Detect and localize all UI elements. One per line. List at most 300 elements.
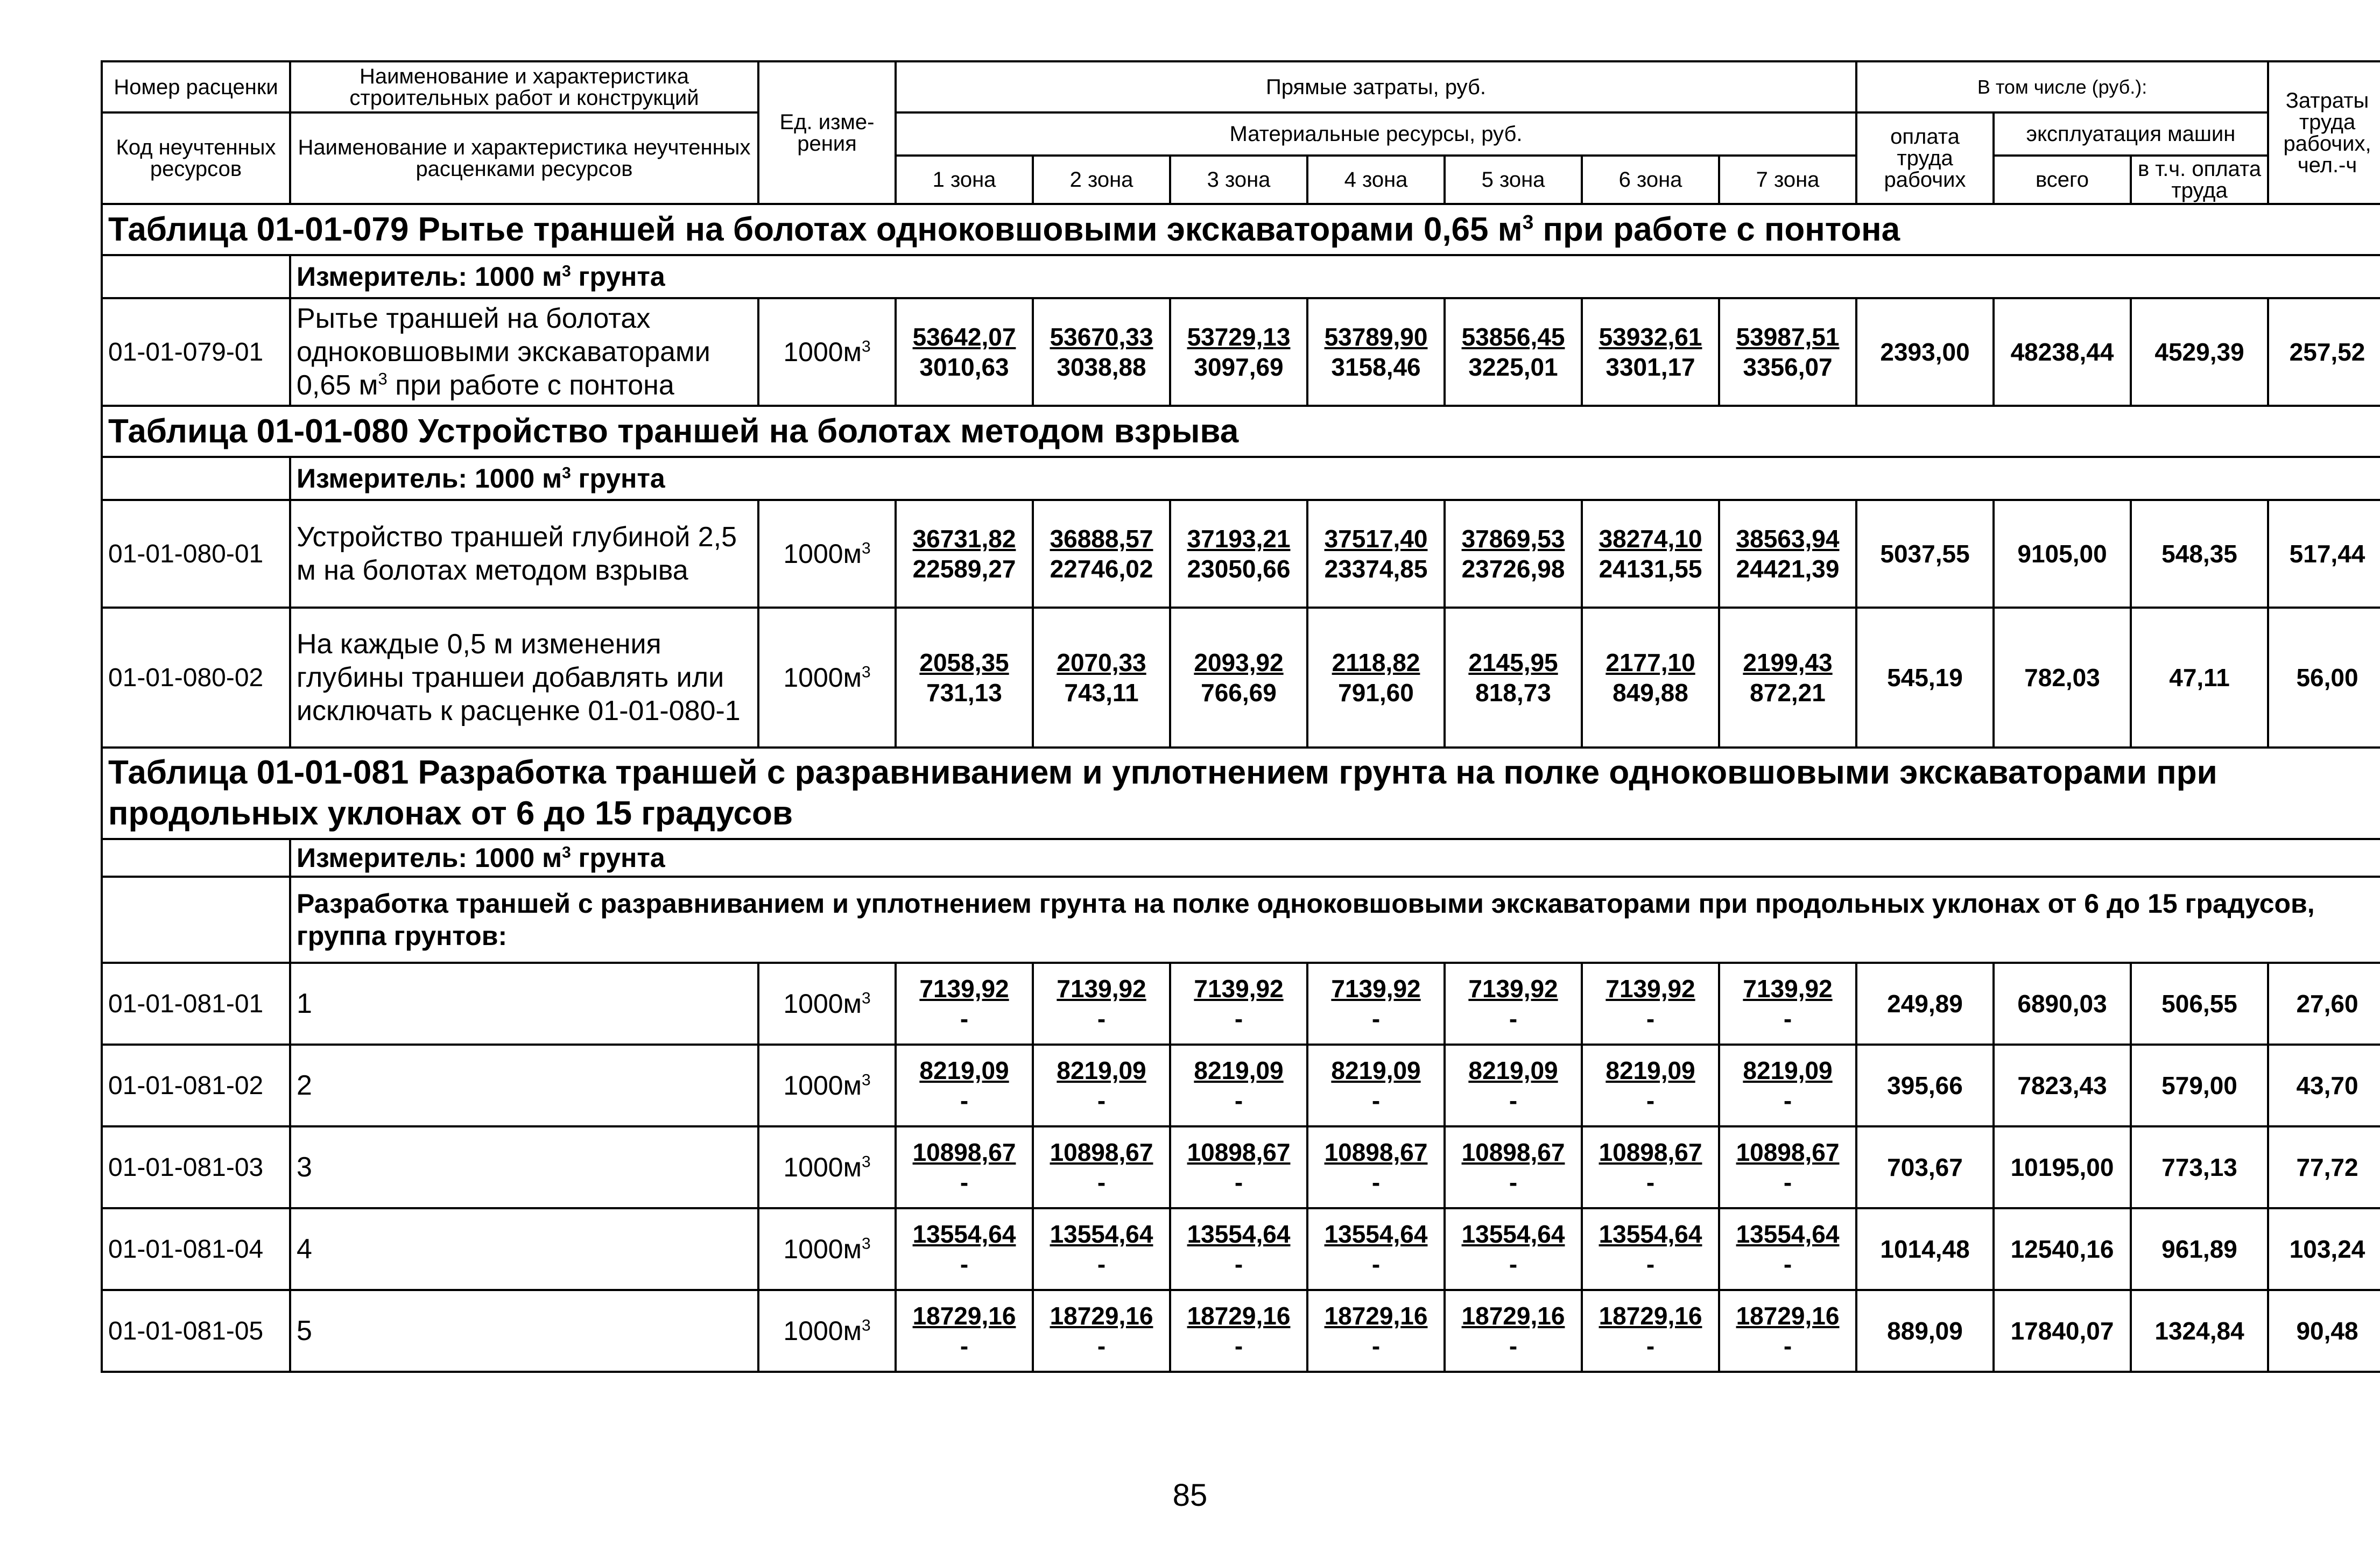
labor-pay: 1014,48: [1856, 1208, 1994, 1290]
zone-material: -: [1509, 1332, 1518, 1360]
header-zone: 7 зона: [1719, 156, 1856, 204]
labor-pay: 395,66: [1856, 1045, 1994, 1126]
item-name-cell: [290, 963, 758, 1045]
zone-cell: [1445, 963, 1582, 1045]
header-material-resources: Материальные ресурсы, руб.: [896, 112, 1856, 156]
zone-material: 766,69: [1201, 679, 1277, 707]
zone-total: 2145,95: [1468, 648, 1558, 676]
zone-cell: [1719, 963, 1856, 1045]
unit-text: 1000м: [783, 1316, 862, 1346]
zone-cell: [1307, 1208, 1445, 1290]
table-row: [102, 1045, 2380, 1126]
item-code: 01-01-081-05: [102, 1290, 290, 1372]
item-name-cell: [290, 500, 758, 608]
zone-total: 13554,64: [1736, 1220, 1840, 1248]
item-name-cell: [290, 1126, 758, 1208]
zone-material: 22589,27: [912, 555, 1016, 583]
zone-total: 18729,16: [1324, 1302, 1428, 1330]
header-zone: 1 зона: [896, 156, 1033, 204]
zone-material: -: [1371, 1332, 1381, 1360]
zone-cell: [1307, 1126, 1445, 1208]
machine-total: 7823,43: [1994, 1045, 2131, 1126]
zone-total: 53789,90: [1324, 323, 1428, 351]
item-code: 01-01-080-02: [102, 608, 290, 748]
item-unit: [758, 963, 896, 1045]
section-title-text: Таблица 01-01-081 Разработка траншей с разравниванием и уплотнением грунта на полке одноковшовыми экскаваторами при продольных уклонах от 6 до 15 градусов: [108, 754, 2217, 832]
zone-cell: [1307, 608, 1445, 748]
machine-total: 48238,44: [1994, 298, 2131, 406]
description-blank: [102, 877, 290, 963]
zone-total: 10898,67: [1324, 1138, 1428, 1166]
zone-material: -: [1234, 1005, 1243, 1033]
machine-labor: 548,35: [2131, 500, 2268, 608]
zone-cell: [1170, 1126, 1307, 1208]
zone-total: 37193,21: [1187, 525, 1291, 553]
zone-cell: [1582, 1126, 1719, 1208]
zone-total: 53642,07: [912, 323, 1016, 351]
item-name: На каждые 0,5 м изменения глубины траншеи добавлять или исключать к расценке 01-01-080-1: [297, 629, 741, 727]
labor-hours: 77,72: [2268, 1126, 2380, 1208]
zone-total: 2177,10: [1606, 648, 1695, 676]
zone-material: -: [1646, 1168, 1655, 1196]
header-machine-op: эксплуатация машин: [1994, 112, 2268, 156]
header-name-bottom: Наименование и характеристика неучтенных расценками ресурсов: [290, 112, 758, 204]
unit-text: 1000м: [783, 337, 862, 367]
zone-total: 13554,64: [1324, 1220, 1428, 1248]
price-table: [101, 60, 2380, 1373]
measure-text: Измеритель: 1000 м: [297, 463, 562, 494]
zone-total: 7139,92: [1194, 975, 1284, 1003]
item-unit: [758, 500, 896, 608]
zone-material: -: [1646, 1087, 1655, 1115]
page-number: 85: [1172, 1478, 1208, 1513]
section-title-tail: при работе с понтона: [1533, 210, 1900, 248]
item-name-cell: [290, 298, 758, 406]
zone-material: -: [1783, 1005, 1792, 1033]
zone-total: 38274,10: [1599, 525, 1702, 553]
zone-cell: [1170, 1208, 1307, 1290]
zone-material: 24131,55: [1599, 555, 1702, 583]
zone-material: -: [1371, 1168, 1381, 1196]
zone-material: -: [1371, 1087, 1381, 1115]
labor-hours: 517,44: [2268, 500, 2380, 608]
zone-material: 3097,69: [1194, 353, 1284, 381]
labor-pay: 545,19: [1856, 608, 1994, 748]
zone-total: 7139,92: [1468, 975, 1558, 1003]
zone-cell: [1582, 298, 1719, 406]
machine-labor: 579,00: [2131, 1045, 2268, 1126]
zone-material: -: [1509, 1087, 1518, 1115]
zone-cell: [1170, 1045, 1307, 1126]
zone-total: 53932,61: [1599, 323, 1702, 351]
zone-material: -: [960, 1168, 969, 1196]
zone-material: 23726,98: [1461, 555, 1565, 583]
zone-cell: [1582, 1208, 1719, 1290]
table-row: [102, 1290, 2380, 1372]
zone-material: -: [1234, 1168, 1243, 1196]
zone-cell: [1170, 608, 1307, 748]
zone-material: -: [1783, 1168, 1792, 1196]
labor-hours: 90,48: [2268, 1290, 2380, 1372]
superscript: 3: [378, 369, 388, 389]
zone-cell: [1445, 298, 1582, 406]
section-title-text: Таблица 01-01-079 Рытье траншей на болотах одноковшовыми экскаваторами 0,65 м: [108, 210, 1523, 248]
zone-total: 53670,33: [1050, 323, 1153, 351]
zone-material: -: [1509, 1250, 1518, 1278]
labor-pay: 703,67: [1856, 1126, 1994, 1208]
zone-cell: [1307, 963, 1445, 1045]
zone-total: 8219,09: [1194, 1056, 1284, 1084]
item-code: 01-01-080-01: [102, 500, 290, 608]
zone-total: 38563,94: [1736, 525, 1840, 553]
zone-total: 8219,09: [1331, 1056, 1421, 1084]
zone-material: -: [1371, 1005, 1381, 1033]
zone-cell: [1033, 1208, 1170, 1290]
header-machine-total: всего: [1994, 156, 2131, 204]
table-row: [102, 1208, 2380, 1290]
zone-total: 7139,92: [1331, 975, 1421, 1003]
zone-cell: [1170, 298, 1307, 406]
machine-total: 10195,00: [1994, 1126, 2131, 1208]
zone-material: -: [1234, 1087, 1243, 1115]
measure-text: Измеритель: 1000 м: [297, 262, 562, 292]
zone-cell: [1170, 963, 1307, 1045]
zone-cell: [896, 500, 1033, 608]
superscript: 3: [861, 1153, 871, 1171]
zone-material: -: [1097, 1087, 1106, 1115]
zone-total: 13554,64: [1461, 1220, 1565, 1248]
zone-total: 13554,64: [1050, 1220, 1153, 1248]
labor-hours: 103,24: [2268, 1208, 2380, 1290]
zone-material: -: [1234, 1250, 1243, 1278]
header-code-top: Номер расценки: [102, 61, 290, 112]
zone-cell: [1719, 1126, 1856, 1208]
zone-material: 849,88: [1613, 679, 1688, 707]
zone-cell: [1719, 1290, 1856, 1372]
item-unit: [758, 608, 896, 748]
unit-text: 1000м: [783, 989, 862, 1019]
zone-cell: [896, 963, 1033, 1045]
measure-tail: грунта: [571, 262, 665, 292]
machine-labor: 506,55: [2131, 963, 2268, 1045]
zone-total: 2199,43: [1743, 648, 1833, 676]
item-name: Устройство траншей глубиной 2,5 м на болотах методом взрыва: [297, 521, 737, 586]
zone-cell: [1307, 500, 1445, 608]
zone-total: 37517,40: [1324, 525, 1428, 553]
zone-total: 7139,92: [1743, 975, 1833, 1003]
zone-material: 872,21: [1750, 679, 1826, 707]
zone-material: -: [960, 1087, 969, 1115]
zone-total: 53729,13: [1187, 323, 1291, 351]
measure-blank: [102, 839, 290, 877]
zone-material: -: [1646, 1332, 1655, 1360]
machine-total: 9105,00: [1994, 500, 2131, 608]
superscript: 3: [562, 843, 571, 862]
section-title: [102, 406, 2380, 457]
zone-cell: [1033, 608, 1170, 748]
superscript: 3: [861, 337, 871, 356]
zone-cell: [896, 608, 1033, 748]
superscript: 3: [861, 539, 871, 558]
header-zone: 4 зона: [1307, 156, 1445, 204]
zone-cell: [1033, 963, 1170, 1045]
superscript: 3: [861, 663, 871, 681]
section-title: [102, 748, 2380, 839]
zone-total: 7139,92: [919, 975, 1009, 1003]
item-unit: [758, 1290, 896, 1372]
zone-material: 3356,07: [1743, 353, 1833, 381]
measure-tail: грунта: [571, 843, 665, 873]
zone-material: -: [1371, 1250, 1381, 1278]
header-zone: 6 зона: [1582, 156, 1719, 204]
zone-material: -: [1783, 1332, 1792, 1360]
measure-row: [290, 255, 2380, 298]
zone-material: -: [1509, 1168, 1518, 1196]
zone-total: 18729,16: [1599, 1302, 1702, 1330]
zone-total: 7139,92: [1606, 975, 1695, 1003]
zone-cell: [1170, 500, 1307, 608]
item-name: 2: [297, 1070, 312, 1101]
zone-cell: [1719, 608, 1856, 748]
item-name: Рытье траншей на болотах одноковшовыми экскаваторами 0,65 м: [297, 303, 710, 401]
zone-total: 18729,16: [912, 1302, 1016, 1330]
item-name: 3: [297, 1152, 312, 1183]
machine-total: 782,03: [1994, 608, 2131, 748]
zone-material: 23050,66: [1187, 555, 1291, 583]
zone-total: 10898,67: [912, 1138, 1016, 1166]
item-name-cell: [290, 608, 758, 748]
measure-row: [290, 457, 2380, 500]
zone-cell: [1582, 963, 1719, 1045]
zone-cell: [1033, 1126, 1170, 1208]
measure-tail: грунта: [571, 463, 665, 494]
zone-total: 53987,51: [1736, 323, 1840, 351]
table-row: [102, 963, 2380, 1045]
zone-cell: [1033, 1290, 1170, 1372]
item-code: 01-01-081-02: [102, 1045, 290, 1126]
machine-labor: 47,11: [2131, 608, 2268, 748]
zone-cell: [896, 1290, 1033, 1372]
zone-material: -: [960, 1250, 969, 1278]
zone-material: 818,73: [1475, 679, 1551, 707]
zone-material: 24421,39: [1736, 555, 1840, 583]
zone-cell: [896, 298, 1033, 406]
superscript: 3: [1522, 210, 1534, 233]
zone-material: -: [1783, 1250, 1792, 1278]
zone-cell: [1307, 1045, 1445, 1126]
labor-pay: 5037,55: [1856, 500, 1994, 608]
machine-labor: 773,13: [2131, 1126, 2268, 1208]
zone-material: 3038,88: [1057, 353, 1146, 381]
measure-row: [290, 839, 2380, 877]
group-description: Разработка траншей с разравниванием и уплотнением грунта на полке одноковшовыми экскаваторами при продольных уклонах от 6 до 15 градусов, группа грунтов:: [290, 877, 2380, 963]
zone-cell: [1033, 500, 1170, 608]
item-name-cell: [290, 1045, 758, 1126]
zone-total: 8219,09: [1057, 1056, 1146, 1084]
zone-cell: [1582, 1290, 1719, 1372]
zone-total: 36731,82: [912, 525, 1016, 553]
zone-material: -: [1783, 1087, 1792, 1115]
zone-material: -: [960, 1332, 969, 1360]
zone-total: 18729,16: [1736, 1302, 1840, 1330]
unit-text: 1000м: [783, 539, 862, 569]
item-name: 4: [297, 1233, 312, 1265]
unit-text: 1000м: [783, 662, 862, 693]
unit-text: 1000м: [783, 1234, 862, 1264]
superscript: 3: [562, 464, 571, 482]
zone-total: 7139,92: [1057, 975, 1146, 1003]
zone-cell: [1719, 500, 1856, 608]
labor-pay: 889,09: [1856, 1290, 1994, 1372]
zone-cell: [1033, 1045, 1170, 1126]
table-row: [102, 500, 2380, 608]
measure-blank: [102, 457, 290, 500]
table-row: [102, 1126, 2380, 1208]
item-unit: [758, 298, 896, 406]
labor-hours: 56,00: [2268, 608, 2380, 748]
zone-total: 8219,09: [1468, 1056, 1558, 1084]
zone-total: 2118,82: [1332, 648, 1420, 676]
zone-material: -: [1097, 1168, 1106, 1196]
machine-total: 6890,03: [1994, 963, 2131, 1045]
zone-total: 8219,09: [1743, 1056, 1833, 1084]
superscript: 3: [562, 262, 571, 280]
measure-text: Измеритель: 1000 м: [297, 843, 562, 873]
zone-total: 8219,09: [1606, 1056, 1695, 1084]
item-unit: [758, 1126, 896, 1208]
zone-total: 13554,64: [1599, 1220, 1702, 1248]
header-labor-pay: оплата труда рабочих: [1856, 112, 1994, 204]
zone-total: 18729,16: [1050, 1302, 1153, 1330]
zone-material: 3010,63: [919, 353, 1009, 381]
zone-cell: [1170, 1290, 1307, 1372]
machine-labor: 961,89: [2131, 1208, 2268, 1290]
measure-blank: [102, 255, 290, 298]
zone-material: -: [1509, 1005, 1518, 1033]
labor-hours: 27,60: [2268, 963, 2380, 1045]
zone-total: 2093,92: [1194, 648, 1284, 676]
header-code-bottom: Код неучтенных ресурсов: [102, 112, 290, 204]
item-name-cell: [290, 1208, 758, 1290]
item-unit: [758, 1208, 896, 1290]
zone-material: -: [1646, 1005, 1655, 1033]
superscript: 3: [861, 1071, 871, 1089]
labor-hours: 257,52: [2268, 298, 2380, 406]
superscript: 3: [861, 1316, 871, 1335]
labor-pay: 249,89: [1856, 963, 1994, 1045]
zone-total: 13554,64: [1187, 1220, 1291, 1248]
zone-total: 8219,09: [919, 1056, 1009, 1084]
zone-total: 53856,45: [1461, 323, 1565, 351]
header-zone: 3 зона: [1170, 156, 1307, 204]
header-direct-costs: Прямые затраты, руб.: [896, 61, 1856, 112]
zone-material: 3225,01: [1468, 353, 1558, 381]
item-code: 01-01-081-04: [102, 1208, 290, 1290]
machine-total: 17840,07: [1994, 1290, 2131, 1372]
zone-material: -: [1097, 1332, 1106, 1360]
header-unit: Ед. изме- рения: [758, 61, 896, 204]
zone-material: 23374,85: [1324, 555, 1428, 583]
zone-total: 10898,67: [1461, 1138, 1565, 1166]
zone-cell: [896, 1126, 1033, 1208]
zone-material: 731,13: [926, 679, 1002, 707]
zone-cell: [1719, 1045, 1856, 1126]
zone-total: 18729,16: [1187, 1302, 1291, 1330]
zone-cell: [1719, 1208, 1856, 1290]
header-machine-incl-labor: в т.ч. оплата труда: [2131, 156, 2268, 204]
unit-text: 1000м: [783, 1070, 862, 1101]
table-row: [102, 298, 2380, 406]
zone-material: 743,11: [1064, 679, 1139, 707]
zone-total: 10898,67: [1050, 1138, 1153, 1166]
labor-pay: 2393,00: [1856, 298, 1994, 406]
zone-cell: [1582, 1045, 1719, 1126]
zone-cell: [896, 1208, 1033, 1290]
zone-cell: [1307, 298, 1445, 406]
zone-total: 10898,67: [1187, 1138, 1291, 1166]
zone-cell: [1582, 608, 1719, 748]
zone-cell: [1307, 1290, 1445, 1372]
item-code: 01-01-081-03: [102, 1126, 290, 1208]
zone-cell: [1445, 1208, 1582, 1290]
item-name-cell: [290, 1290, 758, 1372]
zone-cell: [1582, 500, 1719, 608]
zone-material: -: [1646, 1250, 1655, 1278]
item-name: 5: [297, 1315, 312, 1347]
zone-total: 18729,16: [1461, 1302, 1565, 1330]
zone-total: 10898,67: [1599, 1138, 1702, 1166]
zone-material: 22746,02: [1050, 555, 1153, 583]
header-name-top: Наименование и характеристика строительных работ и конструкций: [290, 61, 758, 112]
superscript: 3: [861, 1235, 871, 1253]
zone-material: 791,60: [1338, 679, 1414, 707]
item-code: 01-01-081-01: [102, 963, 290, 1045]
zone-total: 10898,67: [1736, 1138, 1840, 1166]
zone-cell: [1445, 1126, 1582, 1208]
header-labor-hours: Затраты труда рабочих, чел.-ч: [2268, 61, 2380, 204]
machine-labor: 1324,84: [2131, 1290, 2268, 1372]
zone-material: 3158,46: [1331, 353, 1421, 381]
zone-cell: [1445, 608, 1582, 748]
zone-cell: [1445, 1290, 1582, 1372]
zone-material: -: [1097, 1250, 1106, 1278]
header-zone: 5 зона: [1445, 156, 1582, 204]
zone-cell: [1445, 500, 1582, 608]
zone-cell: [896, 1045, 1033, 1126]
header-including: В том числе (руб.):: [1856, 61, 2268, 112]
zone-cell: [1719, 298, 1856, 406]
section-title: [102, 204, 2380, 255]
item-unit: [758, 1045, 896, 1126]
zone-material: -: [1097, 1005, 1106, 1033]
zone-material: -: [960, 1005, 969, 1033]
machine-total: 12540,16: [1994, 1208, 2131, 1290]
labor-hours: 43,70: [2268, 1045, 2380, 1126]
zone-material: -: [1234, 1332, 1243, 1360]
item-name: 1: [297, 988, 312, 1019]
zone-cell: [1033, 298, 1170, 406]
superscript: 3: [861, 989, 871, 1007]
machine-labor: 4529,39: [2131, 298, 2268, 406]
zone-material: 3301,17: [1606, 353, 1695, 381]
zone-cell: [1445, 1045, 1582, 1126]
item-code: 01-01-079-01: [102, 298, 290, 406]
zone-total: 2058,35: [919, 648, 1009, 676]
table-row: [102, 608, 2380, 748]
header-zone: 2 зона: [1033, 156, 1170, 204]
zone-total: 2070,33: [1057, 648, 1146, 676]
section-title-text: Таблица 01-01-080 Устройство траншей на болотах методом взрыва: [108, 412, 1239, 450]
